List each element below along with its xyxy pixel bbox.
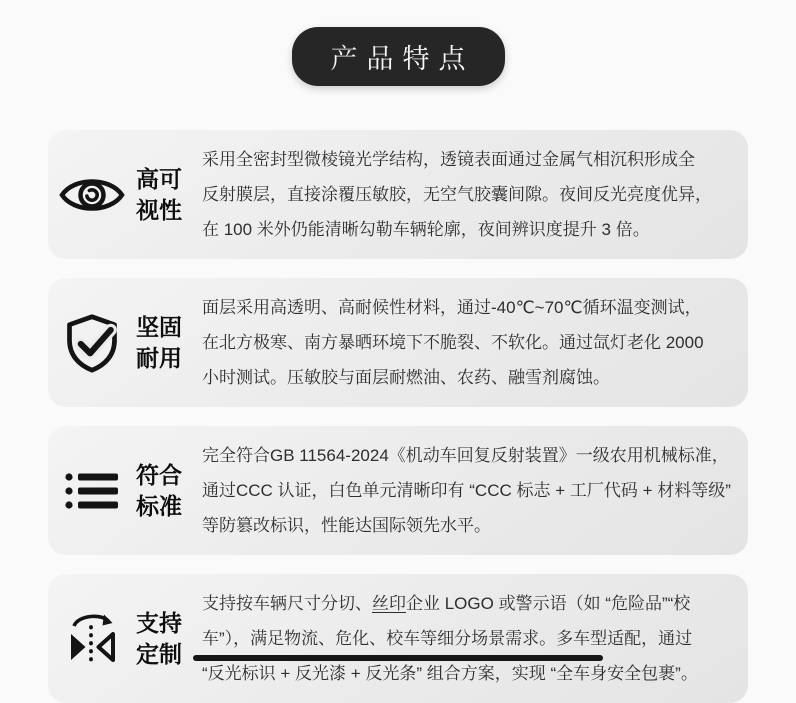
feature-text-line: 在 100 米外仍能清晰勾勒车辆轮廓，夜间辨识度提升 3 倍。 xyxy=(202,220,650,239)
feature-text-line: 等防篡改标识，性能达国际领先水平。 xyxy=(202,516,491,535)
feature-text-line: “反光标识 + 反光漆 + 反光条” 组合方案，实现 “全车身安全包裹”。 xyxy=(202,664,698,683)
eye-icon xyxy=(48,170,136,220)
feature-text-line: 反射膜层，直接涂覆压敏胶，无空气胶囊间隙。夜间反光亮度优异， xyxy=(202,185,712,204)
mirror-flip-icon xyxy=(48,610,136,668)
feature-text-line: 小时测试。压敏胶与面层耐燃油、农药、融雪剂腐蚀。 xyxy=(202,368,610,387)
feature-description xyxy=(202,142,730,247)
feature-description xyxy=(202,586,730,691)
feature-card-customization xyxy=(48,574,748,703)
home-indicator-bar xyxy=(193,655,603,661)
feature-description xyxy=(202,290,730,395)
feature-description xyxy=(202,438,731,543)
feature-text-line: 车”），满足物流、危化、校车等细分场景需求。多车型适配，通过 xyxy=(202,629,693,648)
feature-text-line: 完全符合GB 11564-2024《机动车回复反射装置》一级农用机械标准， xyxy=(202,446,729,465)
section-title: 产品特点 xyxy=(330,44,475,74)
shield-check-icon xyxy=(48,313,136,373)
section-title-badge xyxy=(292,27,505,86)
list-icon xyxy=(48,468,136,514)
feature-text-line: 面层采用高透明、高耐候性材料，通过-40℃~70℃循环温变测试， xyxy=(202,298,702,317)
feature-card-list xyxy=(48,130,748,703)
underlined-term: 丝印 xyxy=(372,594,406,613)
feature-text-line: 支持按车辆尺寸分切、丝印企业 LOGO 或警示语（如 “危险品”“校 xyxy=(202,594,691,613)
feature-title: 符合 标准 xyxy=(136,461,182,519)
feature-text-line: 采用全密封型微棱镜光学结构，透镜表面通过金属气相沉积形成全 xyxy=(202,150,695,169)
feature-card-standards xyxy=(48,426,748,555)
feature-card-durability xyxy=(48,278,748,407)
feature-title: 坚固 耐用 xyxy=(136,313,182,371)
feature-text-line: 在北方极寒、南方暴晒环境下不脆裂、不软化。通过氙灯老化 2000 xyxy=(202,333,704,352)
feature-title: 支持 定制 xyxy=(136,609,182,667)
feature-text-line: 通过CCC 认证，白色单元清晰印有 “CCC 标志 + 工厂代码 + 材料等级” xyxy=(202,481,731,500)
product-features-page xyxy=(0,27,796,683)
feature-card-visibility xyxy=(48,130,748,259)
feature-title: 高可 视性 xyxy=(136,165,182,223)
